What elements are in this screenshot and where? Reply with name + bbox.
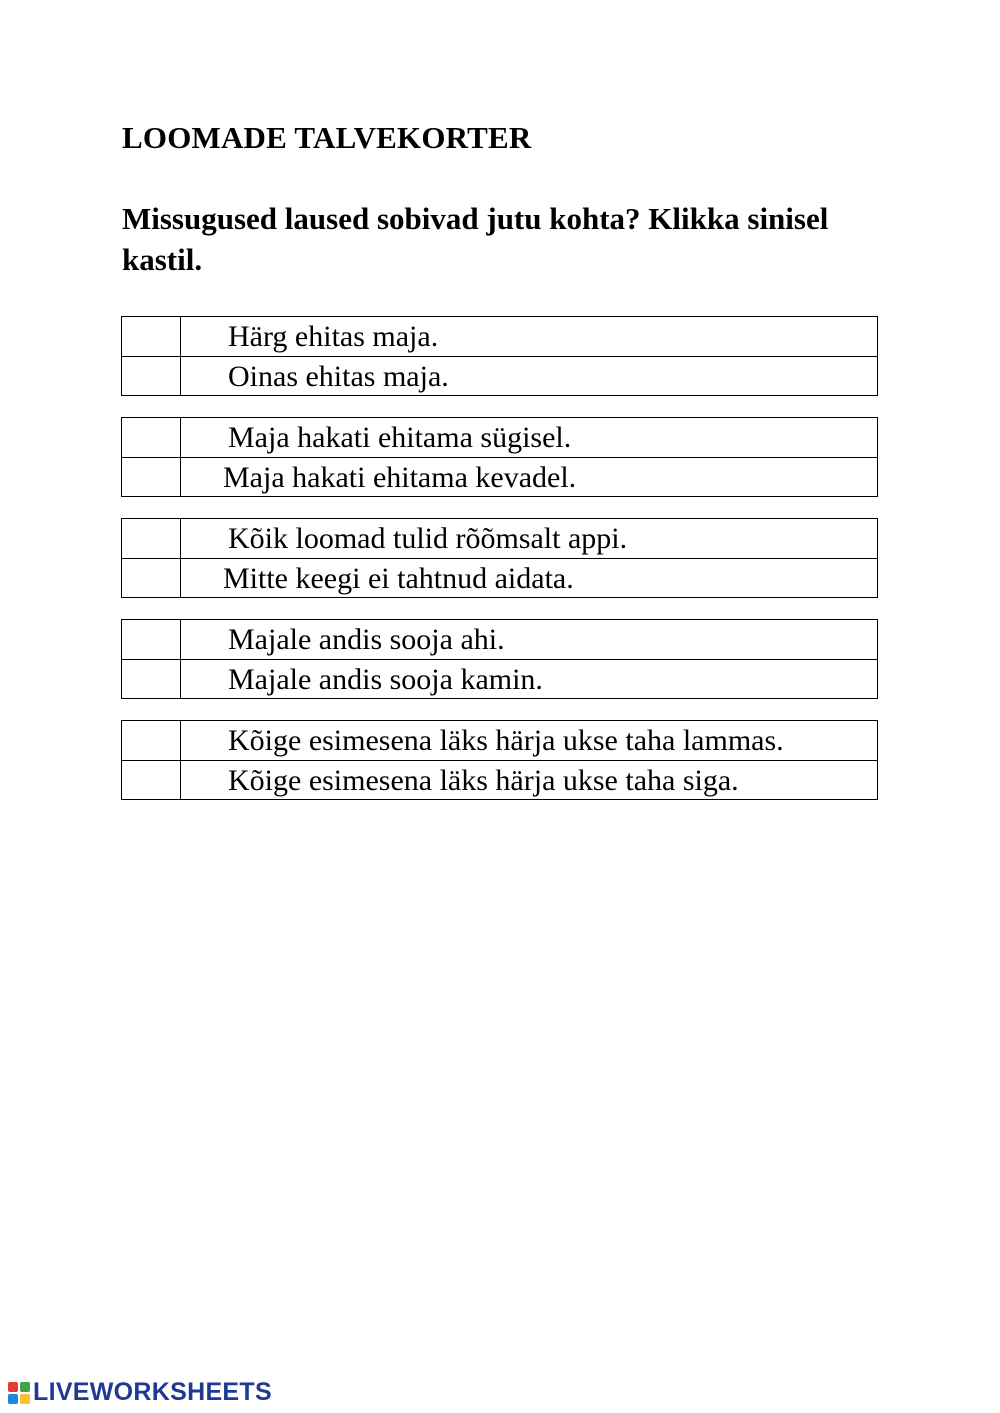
answer-row <box>122 519 877 558</box>
answer-row <box>122 418 877 457</box>
answer-group-1 <box>121 316 878 396</box>
answer-sentence: Härg ehitas maja. <box>228 320 439 353</box>
answer-row <box>122 356 877 395</box>
answer-row <box>122 721 877 760</box>
answer-group-3 <box>121 518 878 598</box>
answer-checkbox[interactable] <box>122 317 181 356</box>
answer-checkbox[interactable] <box>122 761 181 799</box>
answer-sentence: Majale andis sooja kamin. <box>228 663 543 696</box>
answer-row <box>122 317 877 356</box>
answer-row <box>122 620 877 659</box>
logo-block <box>20 1394 30 1404</box>
logo-block <box>20 1382 30 1392</box>
answer-sentence: Kõige esimesena läks härja ukse taha lammas. <box>228 724 784 757</box>
instruction-text: Missugused laused sobivad jutu kohta? Klikka sinisel kastil. <box>122 201 829 277</box>
answer-row <box>122 558 877 597</box>
liveworksheets-blocks-icon <box>8 1382 30 1404</box>
answer-group-5 <box>121 720 878 800</box>
answer-checkbox[interactable] <box>122 458 181 496</box>
logo-block <box>8 1382 18 1392</box>
answer-row <box>122 457 877 496</box>
answer-checkbox[interactable] <box>122 660 181 698</box>
answer-sentence: Kõige esimesena läks härja ukse taha siga. <box>228 764 739 797</box>
answer-sentence: Mitte keegi ei tahtnud aidata. <box>223 562 574 595</box>
answer-checkbox[interactable] <box>122 357 181 395</box>
answer-sentence: Maja hakati ehitama kevadel. <box>223 461 577 494</box>
answer-row <box>122 659 877 698</box>
answer-sentence: Oinas ehitas maja. <box>228 360 449 393</box>
answer-checkbox[interactable] <box>122 559 181 597</box>
liveworksheets-logo[interactable] <box>8 1378 272 1407</box>
answer-group-4 <box>121 619 878 699</box>
logo-text: LIVEWORKSHEETS <box>33 1378 272 1406</box>
answer-sentence: Kõik loomad tulid rõõmsalt appi. <box>228 522 628 555</box>
answer-sentence: Maja hakati ehitama sügisel. <box>228 421 572 454</box>
answer-row <box>122 760 877 799</box>
answer-group-2 <box>121 417 878 497</box>
answer-checkbox[interactable] <box>122 519 181 558</box>
answer-checkbox[interactable] <box>122 418 181 457</box>
worksheet-title: LOOMADE TALVEKORTER <box>122 120 532 155</box>
logo-block <box>8 1394 18 1404</box>
answer-groups <box>121 316 878 821</box>
answer-sentence: Majale andis sooja ahi. <box>228 623 505 656</box>
answer-checkbox[interactable] <box>122 620 181 659</box>
answer-checkbox[interactable] <box>122 721 181 760</box>
